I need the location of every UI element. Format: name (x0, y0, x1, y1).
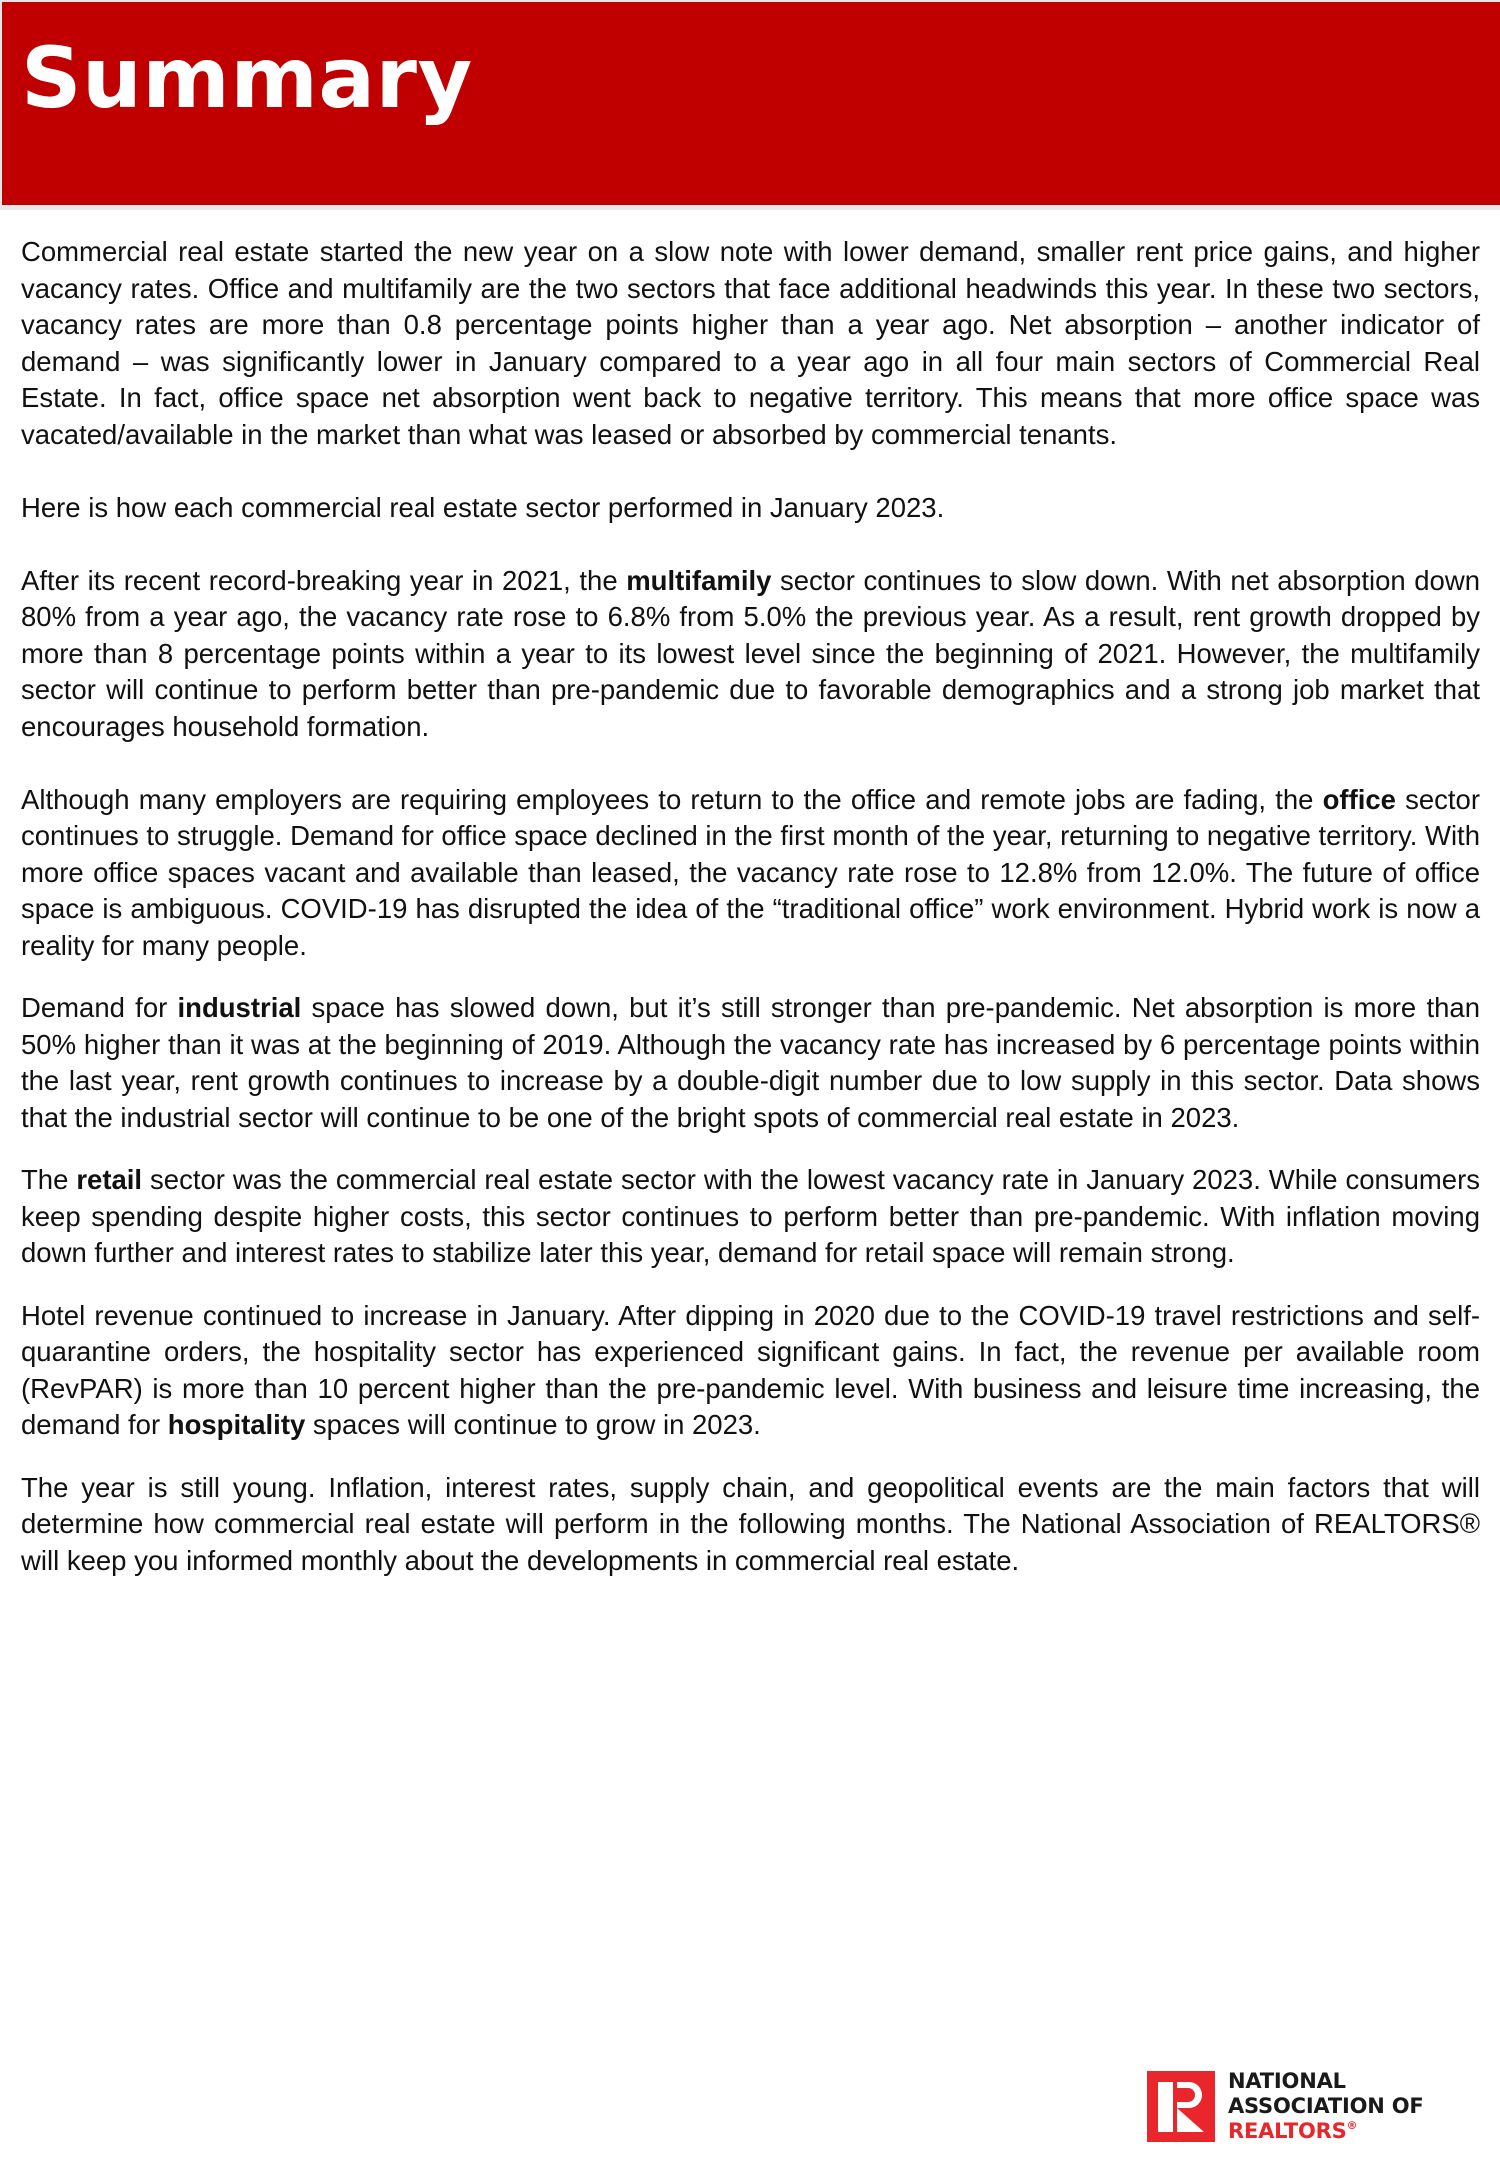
text-before: The (21, 1164, 77, 1195)
page-title: Summary (21, 29, 473, 127)
keyword-retail: retail (76, 1164, 143, 1195)
realtor-r-logo-icon (1147, 2071, 1215, 2142)
nar-wordmark (1228, 2069, 1424, 2144)
nar-logo (1147, 2070, 1424, 2142)
closing-paragraph: The year is still young. Inflation, interest rates, supply chain, and geopolitical events are the main factors that will determine how commercial real estate will perform in the following months. The National Association of REALTORS® will keep you informed monthly about the developments in commercial real estate. (21, 1471, 1480, 1576)
text-before: After its recent record-breaking year in 2021, the (21, 564, 627, 596)
wordmark-line-3 (1228, 2119, 1424, 2144)
text-before: Although many employers are requiring employees to return to the office and remote jobs are fading, the (21, 783, 1323, 815)
wordmark-line-2: ASSOCIATION OF (1228, 2093, 1424, 2118)
hospitality-paragraph (21, 1298, 1480, 1444)
multifamily-paragraph (21, 563, 1480, 746)
retail-paragraph (21, 1162, 1480, 1272)
industrial-paragraph (21, 990, 1480, 1136)
text-after: spaces will continue to grow in 2023. (305, 1409, 761, 1440)
intro-paragraph: Commercial real estate started the new year on a slow note with lower demand, smaller rent price gains, and higher vacancy rates. Office and multifamily are the two sectors that face additional headwinds this year. In these two sectors, vacancy rates are more than 0.8 percentage points higher than a year ago. Net absorption – another indicator of demand – was significantly lower in January compared to a year ago in all four main sectors of Commercial Real Estate. In fact, office space net absorption went back to negative territory. This means that more office space was vacated/available in the market than what was leased or absorbed by commercial tenants. (21, 236, 1480, 450)
text-after: space has slowed down, but it’s still stronger than pre-pandemic. Net absorption is more than 50% higher than it was at the beginning of 2019. Although the vacancy rate has increased by 6 percentage points within the last year, rent growth continues to increase by a double-digit number due to low supply in this sector. Data shows that the industrial sector will continue to be one of the bright spots of commercial real estate in 2023. (21, 992, 1480, 1133)
text-after: sector continues to struggle. Demand for office space declined in the first month of the year, returning to negative territory. With more office spaces vacant and available than leased, the vacancy rate rose to 12.8% from 12.0%. The future of office space is ambiguous. COVID-19 has disrupted the idea of the “traditional office” work environment. Hybrid work is now a reality for many people. (21, 783, 1480, 961)
office-paragraph (21, 782, 1480, 965)
text-before: Demand for (21, 992, 178, 1023)
registered-mark: ® (1346, 2118, 1358, 2132)
keyword-hospitality: hospitality (167, 1409, 306, 1440)
header-divider (0, 205, 1500, 210)
wordmark-line-1: NATIONAL (1228, 2068, 1346, 2093)
keyword-industrial: industrial (177, 992, 302, 1023)
keyword-office: office (1322, 783, 1396, 815)
text-after: sector was the commercial real estate sector with the lowest vacancy rate in January 2023. While consumers keep spending despite higher costs, this sector continues to perform better than pre-pandemic. With inflation moving down further and interest rates to stabilize later this year, demand for retail space will remain strong. (21, 1164, 1481, 1268)
text-before: Hotel revenue continued to increase in January. After dipping in 2020 due to the COVID-19 travel restrictions and self-quarantine orders, the hospitality sector has experienced significant gains. In fact, the revenue per available room (RevPAR) is more than 10 percent higher than the pre-pandemic level. With business and leisure time increasing, the demand for (21, 1299, 1480, 1440)
sector-overview-sentence: Here is how each commercial real estate sector performed in January 2023. (21, 491, 945, 523)
wordmark-realtors: REALTORS (1228, 2118, 1347, 2143)
text-after: sector continues to slow down. With net absorption down 80% from a year ago, the vacancy rate rose to 6.8% from 5.0% the previous year. As a result, rent growth dropped by more than 8 percentage points within a year to its lowest level since the beginning of 2021. However, the multifamily sector will continue to perform better than pre-pandemic due to favorable demographics and a strong job market that encourages household formation. (21, 564, 1480, 742)
summary-body (21, 234, 1480, 1579)
keyword-multifamily: multifamily (626, 564, 772, 596)
